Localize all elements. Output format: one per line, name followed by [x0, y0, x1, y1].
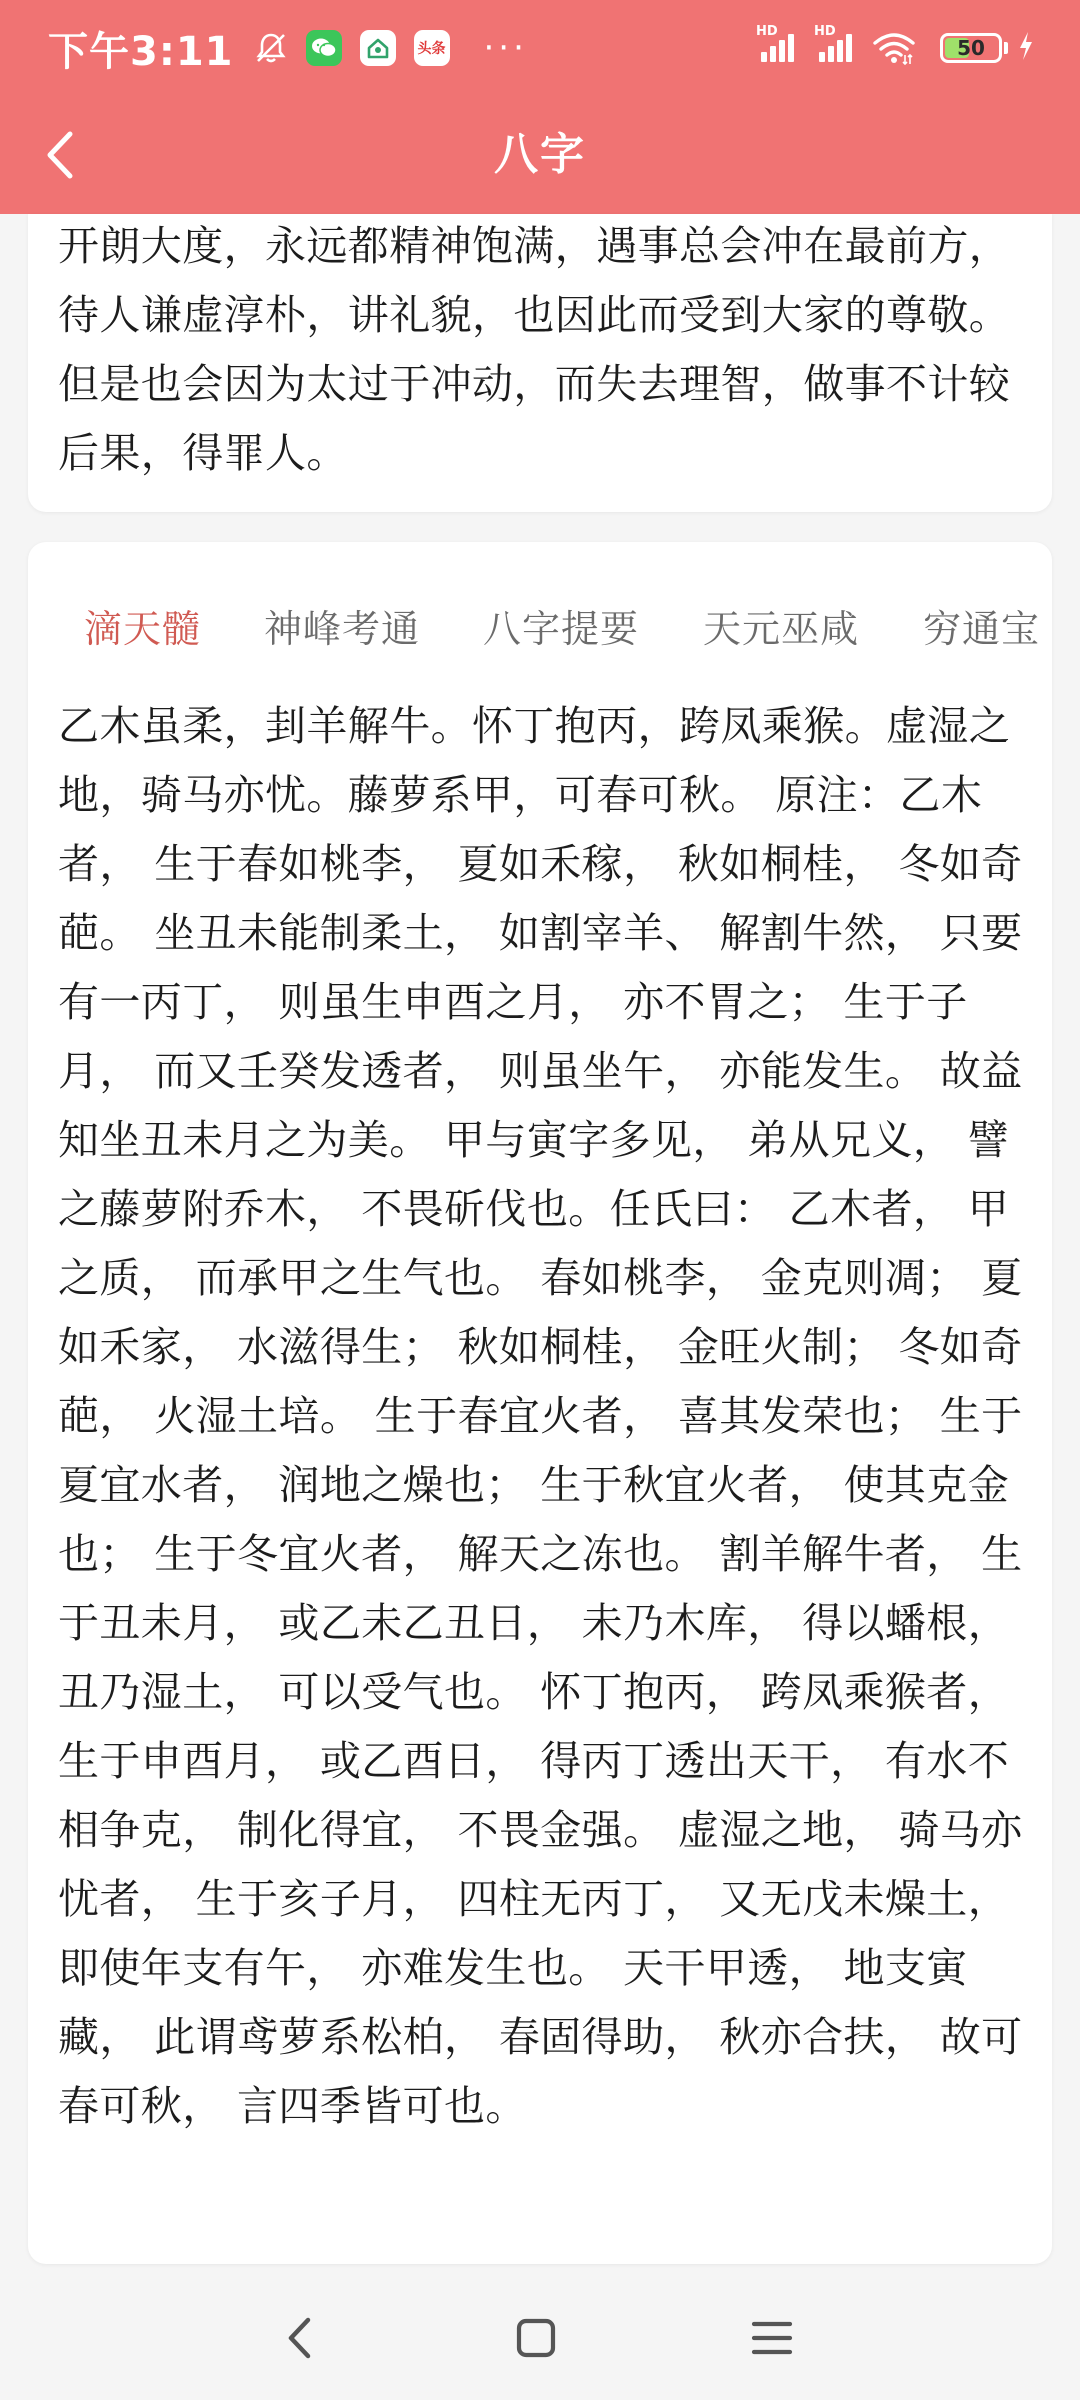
back-nav-icon: [283, 2315, 317, 2361]
battery-cap: [1004, 42, 1008, 54]
toutiao-label: 头条: [417, 41, 446, 57]
tab-tianyuan-wuxian[interactable]: 天元巫咸: [703, 607, 860, 651]
classic-text: 乙木虽柔，刲羊解牛。怀丁抱丙，跨凤乘猴。虚湿之地，骑马亦忧。藤萝系甲，可春可秋。 原注：乙木者， 生于春如桃李， 夏如禾稼， 秋如桐桂， 冬如奇葩。 坐丑未能制柔土， 如割宰羊、 解割牛然， 只要有一丙丁， 则虽生申酉之月， 亦不胃之； 生于子月， 而又壬癸发透者， 则虽坐午， 亦能发生。 故益知坐丑未月之为美。 甲与寅字多见， 弟从兄义， 譬之藤萝附乔木， 不畏斫伐也。任氏曰： 乙木者， 甲之质， 而承甲之生气也。 春如桃李， 金克则凋； 夏如禾家， 水滋得生； 秋如桐桂， 金旺火制； 冬如奇葩， 火湿土培。 生于春宜火者， 喜其发荣也； 生于夏宜水者， 润地之燥也； 生于秋宜火者， 使其克金也； 生于冬宜火者， 解天之冻也。 割羊解牛者， 生于丑未月， 或乙未乙丑日， 未乃木库， 得以蟠根， 丑乃湿土， 可以受气也。 怀丁抱丙， 跨凤乘猴者， 生于申酉月， 或乙酉日， 得丙丁透出天干， 有水不相争克， 制化得宜， 不畏金强。 虚湿之地， 骑马亦忧者， 生于亥子月， 四柱无丙丁， 又无戊未燥土， 即使年支有午， 亦难发生也。 天干甲透， 地支寅藏， 此谓鸢萝系松柏， 春固得助， 秋亦合扶， 故可春可秋， 言四季皆可也。: [58, 702, 1023, 2130]
tab-bazi-tiyao[interactable]: 八字提要: [483, 607, 640, 651]
status-bar: [0, 0, 1080, 96]
wechat-icon: [306, 30, 342, 66]
charging-bolt-icon: [1018, 31, 1034, 65]
tab-qiongtong-baojian[interactable]: 穷通宝: [923, 607, 1041, 651]
system-nav-bar: [0, 2270, 1080, 2400]
alarm-muted-icon: [254, 31, 288, 65]
signal-strength-icon: [756, 24, 794, 62]
menu-nav-icon: [750, 2318, 794, 2358]
home-app-icon: [360, 30, 396, 66]
battery-icon: [940, 33, 1002, 63]
battery-level: 50: [957, 36, 985, 60]
nav-home-button[interactable]: [496, 2298, 576, 2378]
status-left: [48, 0, 528, 96]
tab-shenfeng-kaotong[interactable]: 神峰考通: [264, 607, 421, 651]
nav-back-button[interactable]: [260, 2298, 340, 2378]
classic-text-body: [58, 692, 1028, 2141]
hd-label-2: HD: [814, 24, 836, 39]
book-tabs: [28, 542, 1052, 702]
status-right: [736, 0, 1034, 96]
status-time: 下午3:11: [48, 28, 234, 75]
page-title: 八字: [494, 129, 586, 180]
app-bar: [0, 96, 1080, 214]
tab-ditiansui[interactable]: 滴天髓: [84, 607, 202, 651]
signal-strength-icon-2: [814, 24, 852, 62]
wifi-icon: [872, 31, 916, 65]
personality-card: [28, 214, 1052, 512]
nav-menu-button[interactable]: [732, 2298, 812, 2378]
hd-label: HD: [756, 24, 778, 39]
more-dots-icon: ···: [483, 28, 528, 68]
toutiao-icon: [414, 30, 450, 66]
personality-text: 开朗大度，永远都精神饱满，遇事总会冲在最前方，待人谦虚淳朴，讲礼貌，也因此而受到大家的尊敬。但是也会因为太过于冲动，而失去理智，做事不计较后果，得罪人。: [58, 222, 1011, 477]
home-nav-icon: [513, 2315, 559, 2361]
classic-text-card: [28, 542, 1052, 2264]
